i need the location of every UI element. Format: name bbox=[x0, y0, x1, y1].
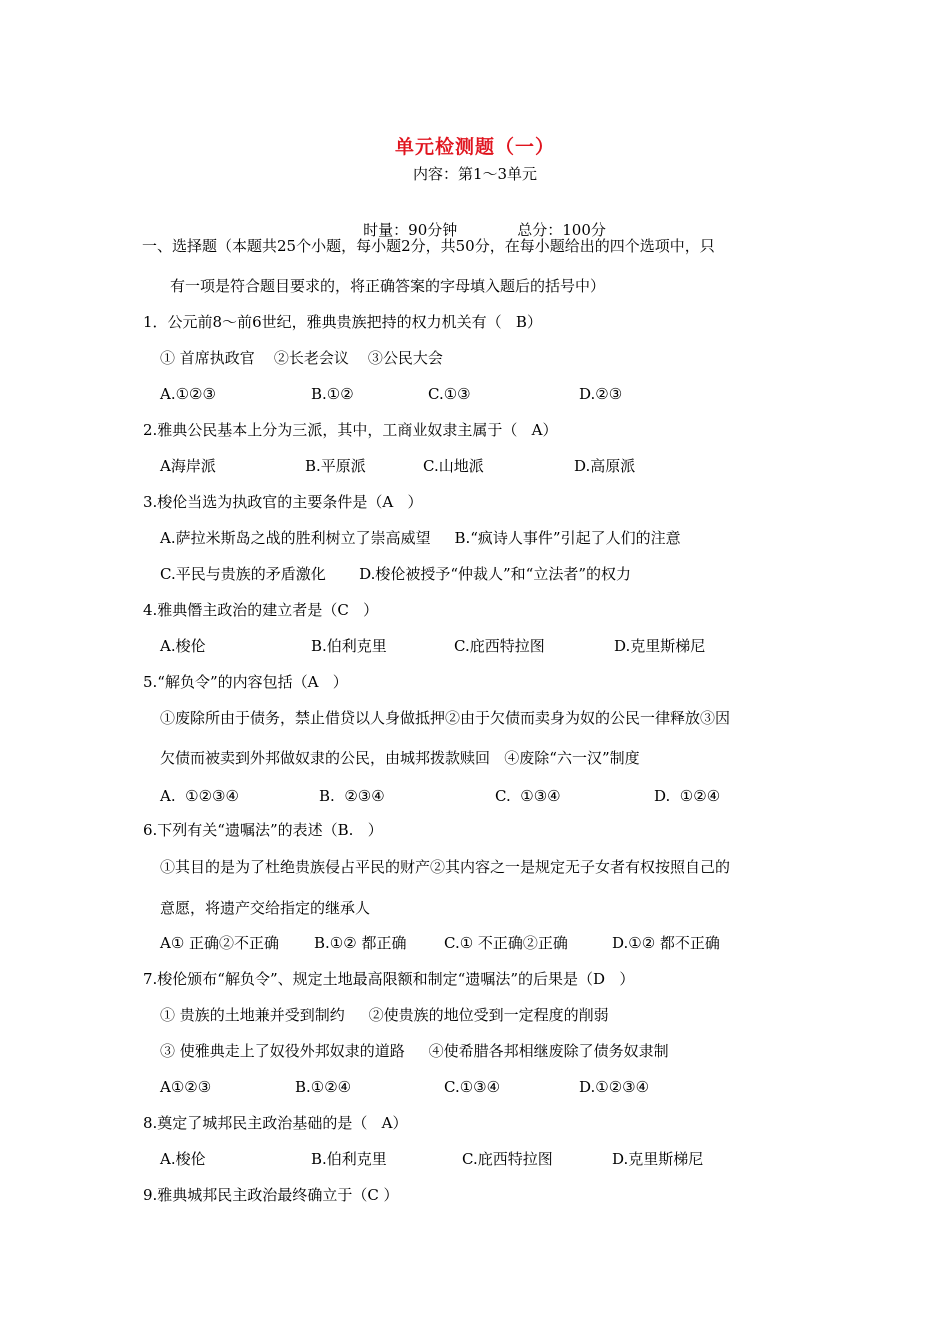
question-6-stem: 6.下列有关“遗嘱法”的表述（B. ） bbox=[143, 821, 383, 839]
question-7-items-line-1: ① 贵族的土地兼并受到制约 ②使贵族的地位受到一定程度的削弱 bbox=[160, 1006, 609, 1024]
content-scope: 内容：第1～3单元 bbox=[412, 165, 538, 183]
section-heading: 一、选择题（本题共25个小题，每小题2分，共50分，在每小题给出的四个选项中，只 bbox=[142, 237, 715, 255]
question-5-option-b: B. ②③④ bbox=[319, 787, 385, 805]
question-7-option-d: D.①②③④ bbox=[579, 1078, 650, 1096]
question-1-option-c: C.①③ bbox=[428, 385, 471, 403]
question-4-option-b: B.伯利克里 bbox=[311, 637, 387, 655]
question-1-stem: 1．公元前8～前6世纪，雅典贵族把持的权力机关有（ B） bbox=[143, 313, 542, 331]
question-4-stem: 4.雅典僭主政治的建立者是（C ） bbox=[143, 601, 379, 619]
question-3-options-cd: C.平民与贵族的矛盾激化 D.梭伦被授予“仲裁人”和“立法者”的权力 bbox=[160, 565, 632, 583]
question-7-stem: 7.梭伦颁布“解负令”、规定土地最高限额和制定“遗嘱法”的后果是（D ） bbox=[143, 970, 635, 988]
time-limit: 时量：90分钟 bbox=[363, 221, 458, 239]
question-2-option-a: A海岸派 bbox=[160, 457, 216, 475]
question-5-stem: 5.“解负令”的内容包括（A ） bbox=[143, 673, 348, 691]
question-5-option-d: D. ①②④ bbox=[654, 787, 721, 805]
question-5-items-line-1: ①废除所由于债务，禁止借贷以人身做抵押②由于欠债而卖身为奴的公民一律释放③因 bbox=[160, 709, 731, 727]
question-6-option-c: C.① 不正确②正确 bbox=[444, 934, 568, 952]
question-7-option-a: A①②③ bbox=[160, 1078, 212, 1096]
question-6-option-a: A① 正确②不正确 bbox=[160, 934, 280, 952]
question-6-items-line-1: ①其目的是为了杜绝贵族侵占平民的财产②其内容之一是规定无子女者有权按照自己的 bbox=[160, 858, 731, 876]
question-2-option-c: C.山地派 bbox=[423, 457, 484, 475]
question-1-option-b: B.①② bbox=[311, 385, 354, 403]
question-2-stem: 2.雅典公民基本上分为三派，其中，工商业奴隶主属于（ A） bbox=[143, 421, 558, 439]
question-1-option-d: D.②③ bbox=[579, 385, 623, 403]
section-heading-cont: 有一项是符合题目要求的，将正确答案的字母填入题后的括号中） bbox=[170, 277, 606, 295]
question-2-option-b: B.平原派 bbox=[305, 457, 366, 475]
question-6-option-d: D.①② 都不正确 bbox=[612, 934, 720, 952]
question-9-stem: 9.雅典城邦民主政治最终确立于（C ） bbox=[143, 1186, 399, 1204]
question-6-option-b: B.①② 都正确 bbox=[314, 934, 407, 952]
question-4-option-a: A.梭伦 bbox=[160, 637, 206, 655]
question-3-stem: 3.梭伦当选为执政官的主要条件是（A ） bbox=[143, 493, 423, 511]
question-8-stem: 8.奠定了城邦民主政治基础的是（ A） bbox=[143, 1114, 408, 1132]
total-score: 总分：100分 bbox=[517, 221, 606, 239]
question-5-option-a: A. ①②③④ bbox=[160, 787, 239, 805]
question-8-option-c: C.庇西特拉图 bbox=[462, 1150, 553, 1168]
page-title: 单元检测题（一） bbox=[394, 136, 555, 158]
question-5-option-c: C. ①③④ bbox=[495, 787, 561, 805]
question-6-items-line-2: 意愿，将遗产交给指定的继承人 bbox=[160, 899, 371, 917]
question-4-option-d: D.克里斯梯尼 bbox=[614, 637, 706, 655]
question-1-items: ① 首席执政官 ②长老会议 ③公民大会 bbox=[160, 349, 443, 367]
question-7-option-b: B.①②④ bbox=[295, 1078, 352, 1096]
question-8-option-d: D.克里斯梯尼 bbox=[612, 1150, 704, 1168]
question-2-option-d: D.高原派 bbox=[574, 457, 636, 475]
question-4-option-c: C.庇西特拉图 bbox=[454, 637, 545, 655]
question-3-options-ab: A.萨拉米斯岛之战的胜利树立了崇高威望 B.“疯诗人事件”引起了人们的注意 bbox=[160, 529, 681, 547]
question-8-option-b: B.伯利克里 bbox=[311, 1150, 387, 1168]
question-5-items-line-2: 欠债而被卖到外邦做奴隶的公民，由城邦拨款赎回 ④废除“六一汉”制度 bbox=[160, 749, 640, 767]
question-1-option-a: A.①②③ bbox=[160, 385, 216, 403]
question-7-items-line-2: ③ 使雅典走上了奴役外邦奴隶的道路 ④使希腊各邦相继废除了债务奴隶制 bbox=[160, 1042, 669, 1060]
question-8-option-a: A.梭伦 bbox=[160, 1150, 206, 1168]
question-7-option-c: C.①③④ bbox=[444, 1078, 501, 1096]
